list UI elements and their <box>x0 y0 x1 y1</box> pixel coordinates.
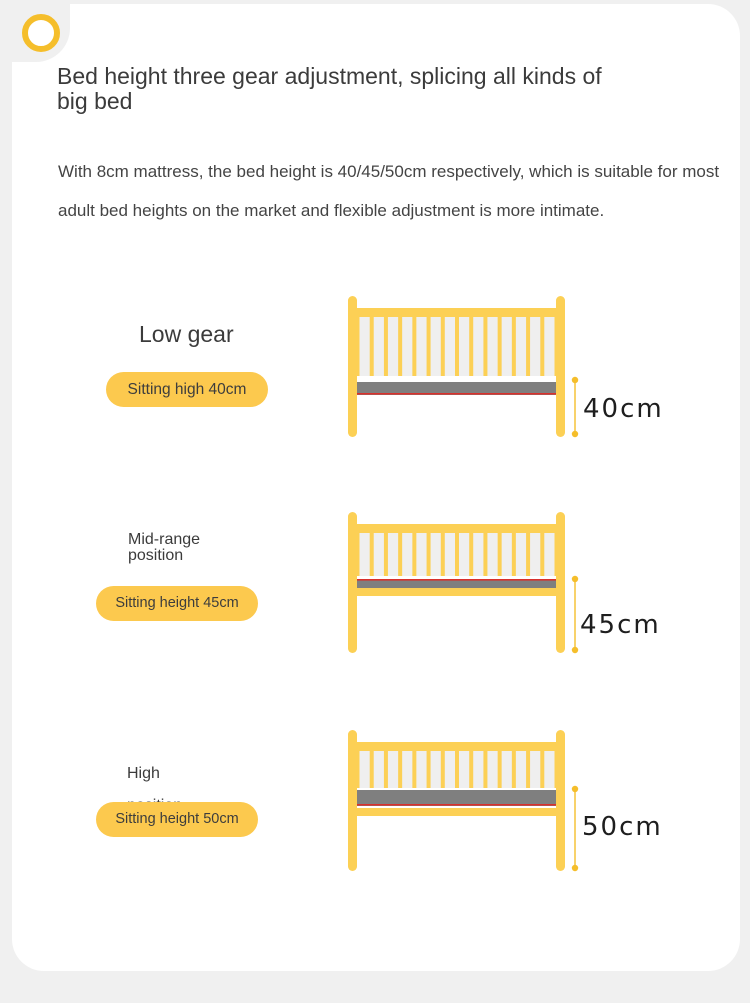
bed-slat <box>370 317 374 376</box>
bed-slat <box>455 317 459 376</box>
bed-slat <box>356 533 360 576</box>
gear-label-high-line1: High <box>127 765 160 782</box>
bed-mattress <box>357 790 556 806</box>
bed-slat <box>483 533 487 576</box>
bed-slat <box>526 751 530 788</box>
bed-slat <box>427 533 431 576</box>
height-measure-dot-bottom <box>572 865 578 871</box>
bed-slat <box>356 751 360 788</box>
bed-slat <box>498 751 502 788</box>
bed-top-rail <box>352 742 562 751</box>
bed-slat <box>398 317 402 376</box>
height-value-high: 50cm <box>582 812 663 842</box>
bed-slat <box>555 317 559 376</box>
bed-illustration-low <box>340 290 580 440</box>
bed-slat <box>370 533 374 576</box>
bed-slat <box>540 751 544 788</box>
bed-illustration-mid <box>340 506 580 656</box>
height-measure-dot-top <box>572 576 578 582</box>
bed-slat <box>483 317 487 376</box>
bed-slat <box>384 751 388 788</box>
bed-slat <box>398 751 402 788</box>
height-measure-dot-top <box>572 377 578 383</box>
bed-slat <box>555 751 559 788</box>
height-measure-dot-top <box>572 786 578 792</box>
bed-slat <box>356 317 360 376</box>
sitting-height-badge-mid: Sitting height 45cm <box>96 586 258 621</box>
bed-slat <box>412 533 416 576</box>
bed-base-rail <box>352 808 562 816</box>
bed-slat <box>498 317 502 376</box>
height-value-mid: 45cm <box>580 610 661 640</box>
bed-slat <box>455 533 459 576</box>
bed-slat <box>469 533 473 576</box>
gear-label-mid <box>128 532 200 564</box>
bed-slat <box>512 751 516 788</box>
gear-label-mid-line2: position <box>128 547 184 564</box>
gear-label-low: Low gear <box>139 321 234 347</box>
bed-slat <box>441 751 445 788</box>
page-description: With 8cm mattress, the bed height is 40/45/50cm respectively, which is suitable for most adult bed heights on the market and flexible adjustment is more intimate. <box>58 162 720 220</box>
bed-slat <box>384 533 388 576</box>
bed-slat <box>398 533 402 576</box>
bed-slat <box>540 317 544 376</box>
height-measure-dot-bottom <box>572 647 578 653</box>
bed-slat <box>412 751 416 788</box>
gear-label-mid-line1: Mid-range <box>128 531 201 548</box>
bed-slat <box>455 751 459 788</box>
bed-slat <box>512 533 516 576</box>
bed-top-rail <box>352 524 562 533</box>
bed-slat <box>370 751 374 788</box>
bed-mattress-edge <box>357 804 556 806</box>
bed-slat <box>427 751 431 788</box>
bed-slat <box>512 317 516 376</box>
height-measure-dot-bottom <box>572 431 578 437</box>
bed-slat <box>384 317 388 376</box>
bed-slat <box>441 317 445 376</box>
ring-icon <box>22 14 60 52</box>
bed-slat <box>469 751 473 788</box>
bed-slat <box>498 533 502 576</box>
bed-slat <box>441 533 445 576</box>
bed-slat <box>555 533 559 576</box>
bed-slat <box>427 317 431 376</box>
sitting-height-badge-high: Sitting height 50cm <box>96 802 258 837</box>
bed-top-rail <box>352 308 562 317</box>
bed-mattress-edge <box>357 393 556 395</box>
height-value-low: 40cm <box>583 394 664 424</box>
sitting-height-badge-low: Sitting high 40cm <box>106 372 268 407</box>
bed-base-rail <box>352 588 562 596</box>
bed-slat <box>483 751 487 788</box>
page-title: Bed height three gear adjustment, splicing all kinds of big bed <box>57 63 602 114</box>
bed-mattress-edge <box>357 579 556 581</box>
bed-slat <box>526 533 530 576</box>
bed-slat <box>412 317 416 376</box>
bed-slat <box>526 317 530 376</box>
bed-slat <box>469 317 473 376</box>
bed-slat <box>540 533 544 576</box>
bed-illustration-high <box>340 724 580 874</box>
